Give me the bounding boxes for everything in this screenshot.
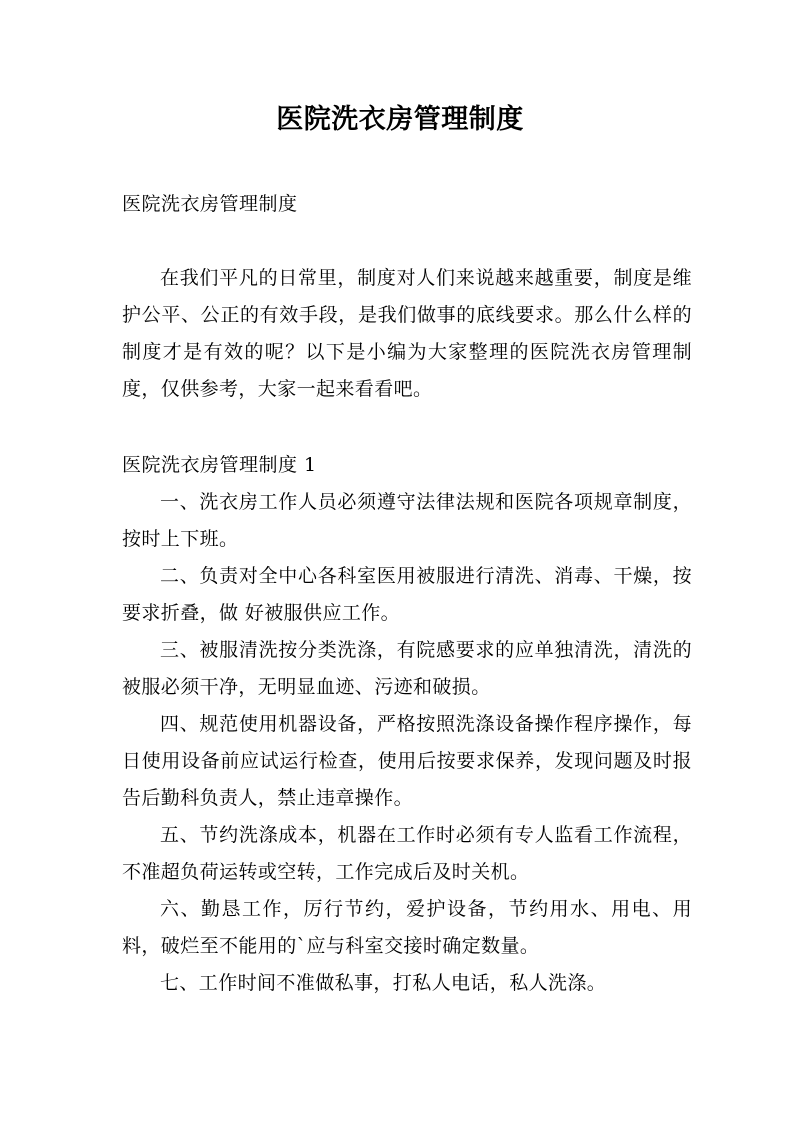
rules-list bbox=[122, 484, 692, 1002]
rule-item: 三、被服清洗按分类洗涤，有院感要求的应单独清洗，清洗的被服必须干净，无明显血迹、污迹和破损。 bbox=[122, 639, 692, 698]
rule-item: 六、勤恳工作，厉行节约，爱护设备，节约用水、用电、用料，破烂至不能用的`应与科室交接时确定数量。 bbox=[122, 898, 692, 957]
section-title: 医院洗衣房管理制度 1 bbox=[122, 454, 317, 476]
document-subtitle: 医院洗衣房管理制度 bbox=[122, 193, 298, 215]
document-title: 医院洗衣房管理制度 bbox=[276, 104, 524, 135]
rule-item: 四、规范使用机器设备，严格按照洗涤设备操作程序操作，每日使用设备前应试运行检查，使用后按要求保养，发现问题及时报告后勤科负责人，禁止违章操作。 bbox=[122, 713, 692, 809]
intro-paragraph: 在我们平凡的日常里，制度对人们来说越来越重要，制度是维护公平、公正的有效手段，是我们做事的底线要求。那么什么样的制度才是有效的呢？以下是小编为大家整理的医院洗衣房管理制度，仅供参考，大家一起来看看吧。 bbox=[122, 267, 692, 400]
rule-item: 五、节约洗涤成本，机器在工作时必须有专人监看工作流程，不准超负荷运转或空转，工作完成后及时关机。 bbox=[122, 824, 692, 883]
rule-item: 一、洗衣房工作人员必须遵守法律法规和医院各项规章制度，按时上下班。 bbox=[122, 491, 692, 550]
rule-item: 二、负责对全中心各科室医用被服进行清洗、消毒、干燥，按要求折叠，做 好被服供应工作。 bbox=[122, 565, 692, 624]
rule-item: 七、工作时间不准做私事，打私人电话，私人洗涤。 bbox=[160, 972, 607, 994]
